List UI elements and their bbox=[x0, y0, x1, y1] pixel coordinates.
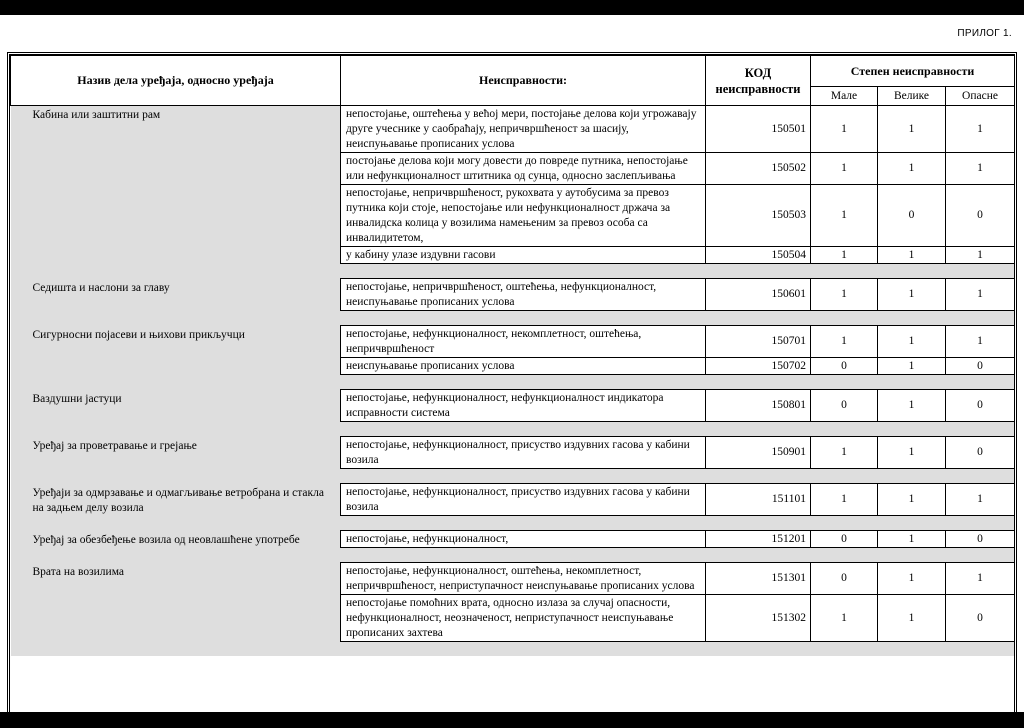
separator-band bbox=[11, 264, 1015, 279]
component-name: Уређај за обезбеђење возила од неовлашћене употребе bbox=[11, 531, 341, 548]
defect-description: непостојање, непричвршћеност, рукохвата у аутобусима за превоз путника који стоје, непостојање или нефункционалност држача за инвалидска колица у возилима намењеним за превоз особа са инвалидитетом, bbox=[341, 185, 706, 247]
table-row bbox=[11, 437, 1015, 469]
table-row bbox=[11, 326, 1015, 358]
defect-description: непостојање, нефункционалност, нефункционалност индикатора исправности система bbox=[341, 390, 706, 422]
severity-major: 1 bbox=[878, 563, 946, 595]
table-row bbox=[11, 563, 1015, 595]
defect-code: 150801 bbox=[706, 390, 811, 422]
separator-band bbox=[11, 469, 1015, 484]
group-separator bbox=[11, 422, 1015, 437]
defect-code: 151201 bbox=[706, 531, 811, 548]
severity-major: 1 bbox=[878, 247, 946, 264]
group-separator bbox=[11, 264, 1015, 279]
severity-major: 1 bbox=[878, 358, 946, 375]
severity-dangerous: 1 bbox=[946, 279, 1015, 311]
severity-minor: 1 bbox=[811, 185, 878, 247]
component-name: Седишта и наслони за главу bbox=[11, 279, 341, 311]
defect-code: 150502 bbox=[706, 153, 811, 185]
defect-code: 150901 bbox=[706, 437, 811, 469]
severity-dangerous: 1 bbox=[946, 106, 1015, 153]
separator-band bbox=[11, 516, 1015, 531]
column-header-severity: Степен неисправности bbox=[811, 56, 1015, 87]
column-header-code bbox=[706, 56, 811, 106]
separator-band bbox=[11, 642, 1015, 657]
column-header-major: Велике bbox=[878, 87, 946, 106]
severity-minor: 0 bbox=[811, 358, 878, 375]
defect-description: непостојање, нефункционалност, присуство издувних гасова у кабини возила bbox=[341, 484, 706, 516]
defect-code: 150601 bbox=[706, 279, 811, 311]
severity-minor: 0 bbox=[811, 390, 878, 422]
severity-minor: 1 bbox=[811, 326, 878, 358]
severity-major: 0 bbox=[878, 185, 946, 247]
separator-band bbox=[11, 311, 1015, 326]
component-name: Кабина или заштитни рам bbox=[11, 106, 341, 264]
group-separator bbox=[11, 548, 1015, 563]
annex-label: ПРИЛОГ 1. bbox=[957, 28, 1012, 39]
defect-code: 150701 bbox=[706, 326, 811, 358]
defect-description: непостојање, нефункционалност, bbox=[341, 531, 706, 548]
defect-description: непостојање помоћних врата, односно излаза за случај опасности, нефункционалност, неозначеност, неприступачност неиспуњавање прописаних захтева bbox=[341, 595, 706, 642]
table-row bbox=[11, 531, 1015, 548]
group-separator bbox=[11, 469, 1015, 484]
severity-dangerous: 0 bbox=[946, 185, 1015, 247]
group-separator bbox=[11, 375, 1015, 390]
document-page bbox=[0, 15, 1024, 712]
component-name: Врата на возилима bbox=[11, 563, 341, 642]
severity-major: 1 bbox=[878, 437, 946, 469]
severity-minor: 1 bbox=[811, 279, 878, 311]
table-row bbox=[11, 106, 1015, 153]
severity-minor: 0 bbox=[811, 563, 878, 595]
group-separator bbox=[11, 311, 1015, 326]
severity-major: 1 bbox=[878, 531, 946, 548]
defect-code: 150501 bbox=[706, 106, 811, 153]
severity-minor: 1 bbox=[811, 247, 878, 264]
defect-code: 151101 bbox=[706, 484, 811, 516]
severity-major: 1 bbox=[878, 106, 946, 153]
component-name: Уређаји за одмрзавање и одмагљивање ветробрана и стакла на задњем делу возила bbox=[11, 484, 341, 516]
column-header-name: Назив дела уређаја, односно уређаја bbox=[11, 56, 341, 106]
code-header-line1: КОД bbox=[744, 65, 772, 80]
component-name: Сигурносни појасеви и њихови прикључци bbox=[11, 326, 341, 375]
defect-code: 151302 bbox=[706, 595, 811, 642]
column-header-minor: Мале bbox=[811, 87, 878, 106]
component-name: Ваздушни јастуци bbox=[11, 390, 341, 422]
separator-band bbox=[11, 422, 1015, 437]
defect-description: непостојање, оштећења у већој мери, постојање делова који угрожавају друге учеснике у саобраћају, непричвршћеност за шасију, неиспуњавање прописаних услова bbox=[341, 106, 706, 153]
defect-description: у кабину улазе издувни гасови bbox=[341, 247, 706, 264]
severity-major: 1 bbox=[878, 595, 946, 642]
defects-table bbox=[10, 55, 1015, 656]
severity-dangerous: 0 bbox=[946, 437, 1015, 469]
severity-dangerous: 0 bbox=[946, 358, 1015, 375]
severity-minor: 1 bbox=[811, 106, 878, 153]
defect-description: непостојање, нефункционалност, оштећења, некомплетност, непричвршћеност, неприступачност неиспуњавање прописаних услова bbox=[341, 563, 706, 595]
severity-minor: 1 bbox=[811, 153, 878, 185]
severity-major: 1 bbox=[878, 279, 946, 311]
defects-table-frame bbox=[7, 52, 1017, 712]
column-header-defects: Неисправности: bbox=[341, 56, 706, 106]
defect-description: непостојање, нефункционалност, присуство издувних гасова у кабини возила bbox=[341, 437, 706, 469]
defect-code: 150702 bbox=[706, 358, 811, 375]
severity-major: 1 bbox=[878, 326, 946, 358]
severity-dangerous: 0 bbox=[946, 595, 1015, 642]
severity-dangerous: 0 bbox=[946, 390, 1015, 422]
severity-minor: 1 bbox=[811, 595, 878, 642]
table-row bbox=[11, 484, 1015, 516]
group-separator bbox=[11, 642, 1015, 657]
column-header-dangerous: Опасне bbox=[946, 87, 1015, 106]
defect-description: постојање делова који могу довести до повреде путника, непостојање или нефункционалност штитника од сунца, односно заслепљивања bbox=[341, 153, 706, 185]
severity-major: 1 bbox=[878, 390, 946, 422]
component-name: Уређај за проветравање и грејање bbox=[11, 437, 341, 469]
defect-description: неиспуњавање прописаних услова bbox=[341, 358, 706, 375]
severity-dangerous: 1 bbox=[946, 153, 1015, 185]
severity-dangerous: 1 bbox=[946, 484, 1015, 516]
table-body bbox=[11, 106, 1015, 657]
severity-minor: 1 bbox=[811, 437, 878, 469]
defect-description: непостојање, нефункционалност, некомплетност, оштећења, непричвршћеност bbox=[341, 326, 706, 358]
severity-major: 1 bbox=[878, 484, 946, 516]
severity-major: 1 bbox=[878, 153, 946, 185]
defect-code: 150503 bbox=[706, 185, 811, 247]
separator-band bbox=[11, 548, 1015, 563]
separator-band bbox=[11, 375, 1015, 390]
table-row bbox=[11, 390, 1015, 422]
severity-dangerous: 1 bbox=[946, 563, 1015, 595]
defect-description: непостојање, непричвршћеност, оштећења, нефункционалност, неиспуњавање прописаних услова bbox=[341, 279, 706, 311]
severity-dangerous: 1 bbox=[946, 326, 1015, 358]
severity-minor: 1 bbox=[811, 484, 878, 516]
defect-code: 150504 bbox=[706, 247, 811, 264]
defect-code: 151301 bbox=[706, 563, 811, 595]
table-row bbox=[11, 279, 1015, 311]
code-header-line2: неисправности bbox=[715, 81, 801, 96]
severity-dangerous: 0 bbox=[946, 531, 1015, 548]
severity-minor: 0 bbox=[811, 531, 878, 548]
severity-dangerous: 1 bbox=[946, 247, 1015, 264]
group-separator bbox=[11, 516, 1015, 531]
